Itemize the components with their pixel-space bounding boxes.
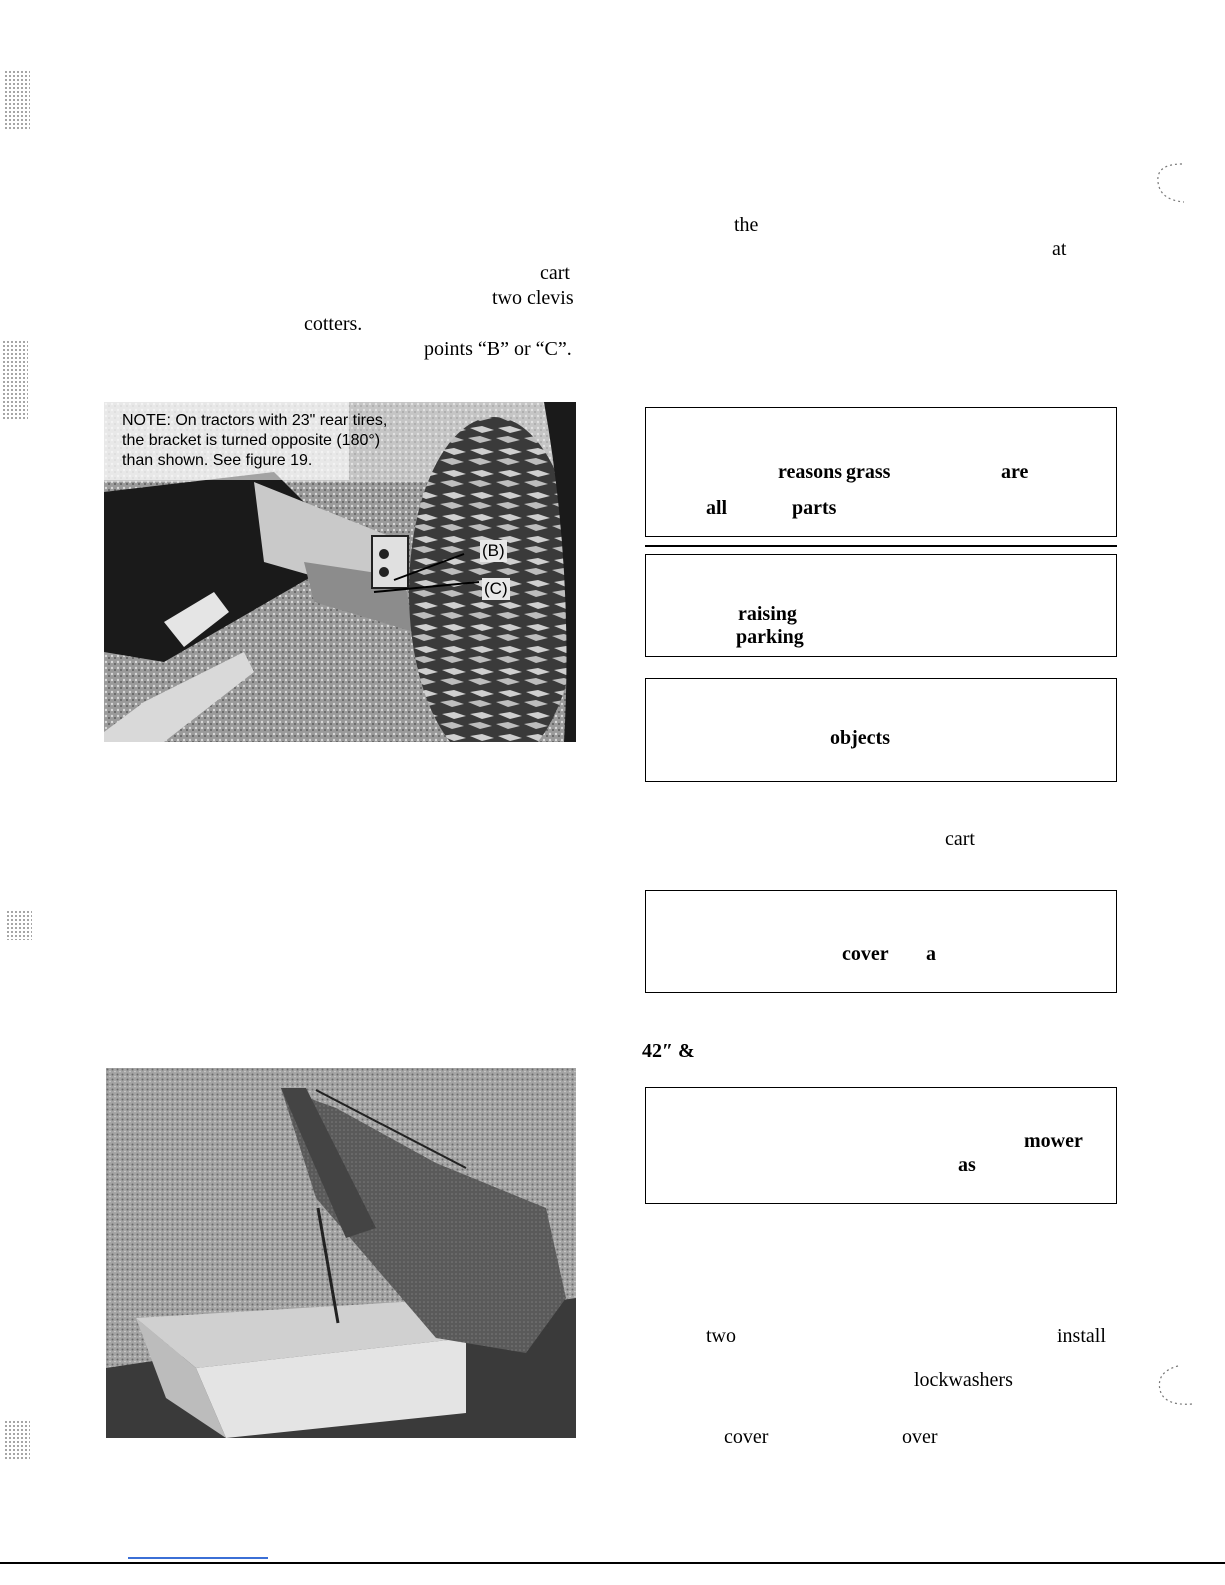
- text-fragment: mower: [1024, 1130, 1083, 1152]
- callout-label-c: (C): [484, 579, 508, 598]
- text-fragment: raising: [738, 603, 797, 625]
- page-bottom-rule: [0, 1562, 1225, 1564]
- text-fragment: parts: [792, 497, 837, 519]
- warning-box: [645, 1087, 1117, 1204]
- warning-box: [645, 678, 1117, 782]
- text-fragment: over: [902, 1426, 938, 1448]
- scan-artifact: [6, 910, 32, 940]
- text-fragment: install: [1057, 1325, 1106, 1347]
- text-fragment: cover: [842, 943, 889, 965]
- text-fragment: cart: [945, 828, 975, 850]
- warning-box: [645, 890, 1117, 993]
- section-heading: 42″ &: [642, 1040, 695, 1062]
- scan-artifact: [2, 340, 28, 420]
- text-fragment: are: [1001, 461, 1029, 483]
- footer-link-underline: [128, 1557, 268, 1559]
- text-fragment: objects: [830, 727, 890, 749]
- text-fragment: two: [706, 1325, 736, 1347]
- text-fragment: a: [926, 943, 936, 965]
- grass-bag-cart-photo: [106, 1068, 576, 1438]
- grass-bag-illustration: [106, 1068, 576, 1438]
- scan-artifact: [4, 1420, 30, 1460]
- binder-hole-mark: [1148, 158, 1190, 208]
- text-fragment: at: [1052, 238, 1067, 260]
- scan-artifact: [4, 70, 30, 130]
- warning-box: [645, 554, 1117, 657]
- callout-label-b: (B): [482, 541, 505, 560]
- text-fragment: cotters.: [304, 313, 363, 335]
- hitch-bracket-photo: [104, 402, 576, 742]
- text-fragment: two clevis: [492, 287, 574, 309]
- warning-box: [645, 407, 1117, 537]
- text-fragment: as: [958, 1154, 976, 1176]
- text-fragment: cart: [540, 262, 570, 284]
- figure-note-line: than shown. See figure 19.: [122, 452, 313, 469]
- text-fragment: all: [706, 497, 728, 519]
- figure-note-line: NOTE: On tractors with 23" rear tires,: [122, 412, 388, 429]
- text-fragment: reasons: [778, 461, 843, 483]
- binder-hole-mark: [1148, 1362, 1198, 1412]
- text-fragment: cover: [724, 1426, 769, 1448]
- text-fragment: grass: [846, 461, 891, 483]
- text-fragment: parking: [736, 626, 804, 648]
- figure-note-line: the bracket is turned opposite (180°): [122, 432, 381, 449]
- text-fragment: lockwashers: [914, 1369, 1013, 1391]
- text-fragment: the: [734, 214, 759, 236]
- text-fragment: points “B” or “C”.: [424, 338, 572, 360]
- divider: [645, 545, 1117, 547]
